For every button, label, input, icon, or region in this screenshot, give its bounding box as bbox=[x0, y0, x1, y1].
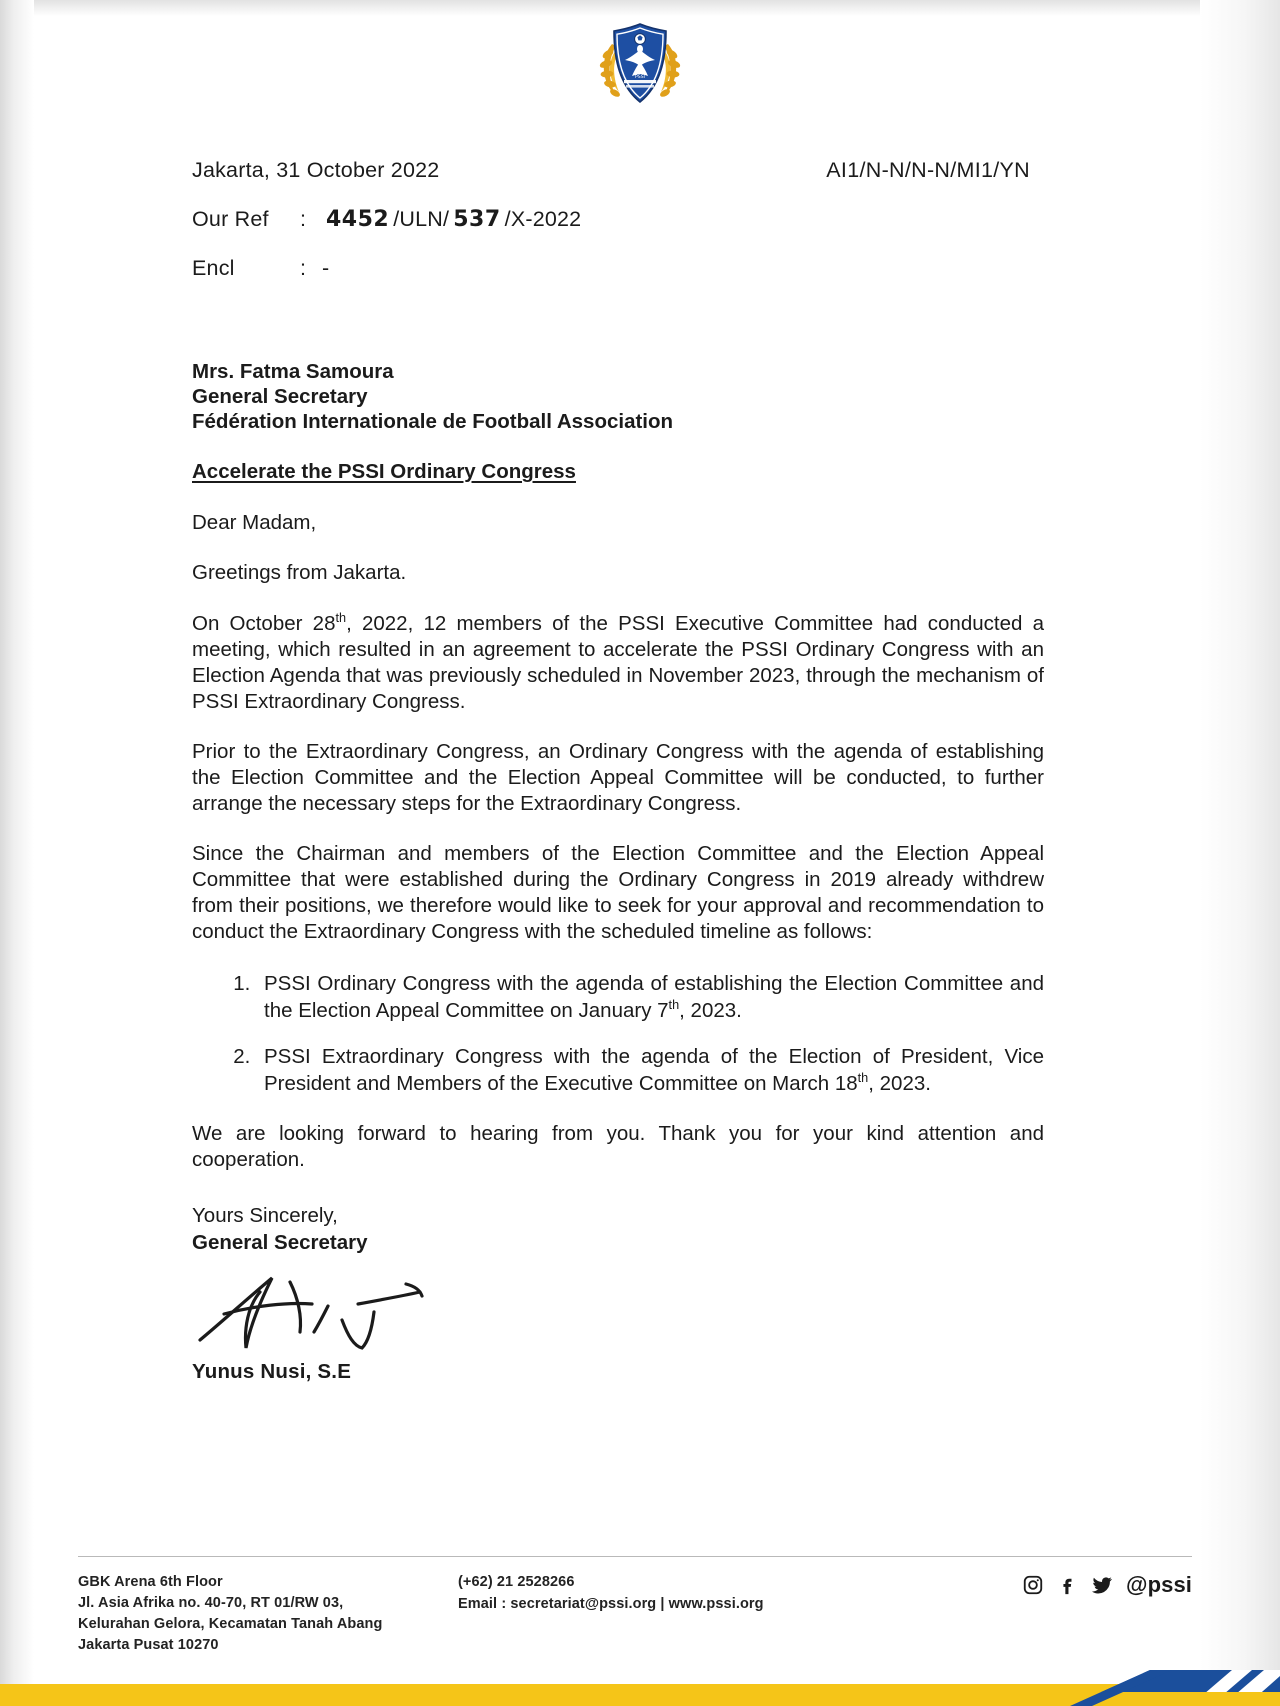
footer bbox=[78, 1572, 1192, 1656]
footer-email: Email : secretariat@pssi.org | www.pssi.org bbox=[458, 1595, 764, 1612]
letter-content bbox=[192, 158, 1044, 1384]
place-date: Jakarta, 31 October 2022 bbox=[192, 158, 440, 182]
footer-phone: (+62) 21 2528266 bbox=[458, 1574, 575, 1590]
addressee-name: Mrs. Fatma Samoura bbox=[192, 360, 394, 383]
footer-address-line-4: Jakarta Pusat 10270 bbox=[78, 1637, 219, 1654]
closing-paragraph: We are looking forward to hearing from you. Thank you for your kind attention and cooperation. bbox=[192, 1122, 1044, 1172]
footer-address-line-3: Kelurahan Gelora, Kecamatan Tanah Abang bbox=[78, 1616, 383, 1633]
instagram-icon[interactable] bbox=[1022, 1574, 1044, 1596]
signer-name: Yunus Nusi, S.E bbox=[192, 1360, 352, 1384]
encl-label: Encl bbox=[192, 256, 235, 280]
sign-off-line2: General Secretary bbox=[192, 1230, 368, 1254]
twitter-icon[interactable] bbox=[1090, 1573, 1114, 1597]
scan-edge-left bbox=[0, 0, 34, 1706]
our-ref-label: Our Ref bbox=[192, 207, 269, 231]
place-date-row bbox=[192, 158, 1044, 183]
addressee-block bbox=[192, 359, 1044, 434]
encl-row bbox=[192, 256, 1044, 281]
encl-value: - bbox=[322, 256, 330, 280]
addressee-organization: Fédération Internationale de Football Association bbox=[192, 410, 674, 433]
our-ref-number-1: 4452 bbox=[326, 207, 390, 232]
bottom-accent-bar bbox=[0, 1670, 1280, 1706]
document-reference-code: AI1/N-N/N-N/MI1/YN bbox=[826, 158, 1030, 182]
paragraph-3: Since the Chairman and members of the Election Committee and the Election Appeal Committee that were established during the Ordinary Congress in 2019 already withdrew from their positions, we therefore would like to seek for your approval and recommendation to conduct the Extraordinary Congress with the scheduled timeline as follows: bbox=[192, 842, 1044, 944]
social-handle: @pssi bbox=[1126, 1572, 1192, 1597]
footer-contact bbox=[458, 1572, 858, 1616]
list-item: 1. PSSI Ordinary Congress with the agenda of establishing the Election Committee and the Election Appeal Committee on January 7th, 2023. bbox=[256, 971, 1044, 1024]
encl-colon: : bbox=[300, 256, 307, 280]
footer-address-line-1: GBK Arena 6th Floor bbox=[78, 1574, 223, 1590]
paragraph-1: On October 28th, 2022, 12 members of the PSSI Executive Committee had conducted a meeting, which resulted in an agreement to accelerate the PSSI Ordinary Congress with an Election Agenda that was previously scheduled in November 2023, through the mechanism of PSSI Extraordinary Congress. bbox=[192, 610, 1044, 713]
addressee-title: General Secretary bbox=[192, 385, 368, 408]
logo-inner-text: PSSI bbox=[635, 75, 645, 80]
footer-social bbox=[1022, 1572, 1192, 1598]
letter-subject: Accelerate the PSSI Ordinary Congress bbox=[192, 460, 576, 483]
our-ref-tail: /X-2022 bbox=[504, 207, 582, 231]
sign-off-block bbox=[192, 1203, 1044, 1256]
footer-address bbox=[78, 1572, 458, 1656]
sign-off-line1: Yours Sincerely, bbox=[192, 1204, 338, 1228]
salutation: Dear Madam, bbox=[192, 511, 317, 534]
list-item: 2. PSSI Extraordinary Congress with the agenda of the Election of President, Vice President and Members of the Executive Committee on March 18th, 2023. bbox=[256, 1044, 1044, 1097]
handwritten-signature bbox=[194, 1262, 454, 1358]
footer-address-line-2: Jl. Asia Afrika no. 40-70, RT 01/RW 03, bbox=[78, 1595, 344, 1612]
greeting: Greetings from Jakarta. bbox=[192, 561, 407, 585]
bottom-bar-blue-shape bbox=[860, 1670, 1280, 1706]
our-ref-mid: /ULN/ bbox=[393, 207, 450, 231]
our-ref-number-2: 537 bbox=[453, 207, 501, 232]
facebook-icon[interactable] bbox=[1056, 1574, 1078, 1596]
paragraph-2: Prior to the Extraordinary Congress, an Ordinary Congress with the agenda of establishing the Election Committee and the Election Appeal Committee will be conducted, to further arrange the necessary steps for the Extraordinary Congress. bbox=[192, 740, 1044, 816]
timeline-list bbox=[192, 971, 1044, 1097]
our-ref-row bbox=[192, 207, 1044, 232]
footer-divider bbox=[78, 1556, 1192, 1557]
our-ref-colon: : bbox=[300, 207, 307, 231]
scan-edge-right bbox=[1200, 0, 1280, 1706]
pssi-logo bbox=[594, 14, 686, 114]
